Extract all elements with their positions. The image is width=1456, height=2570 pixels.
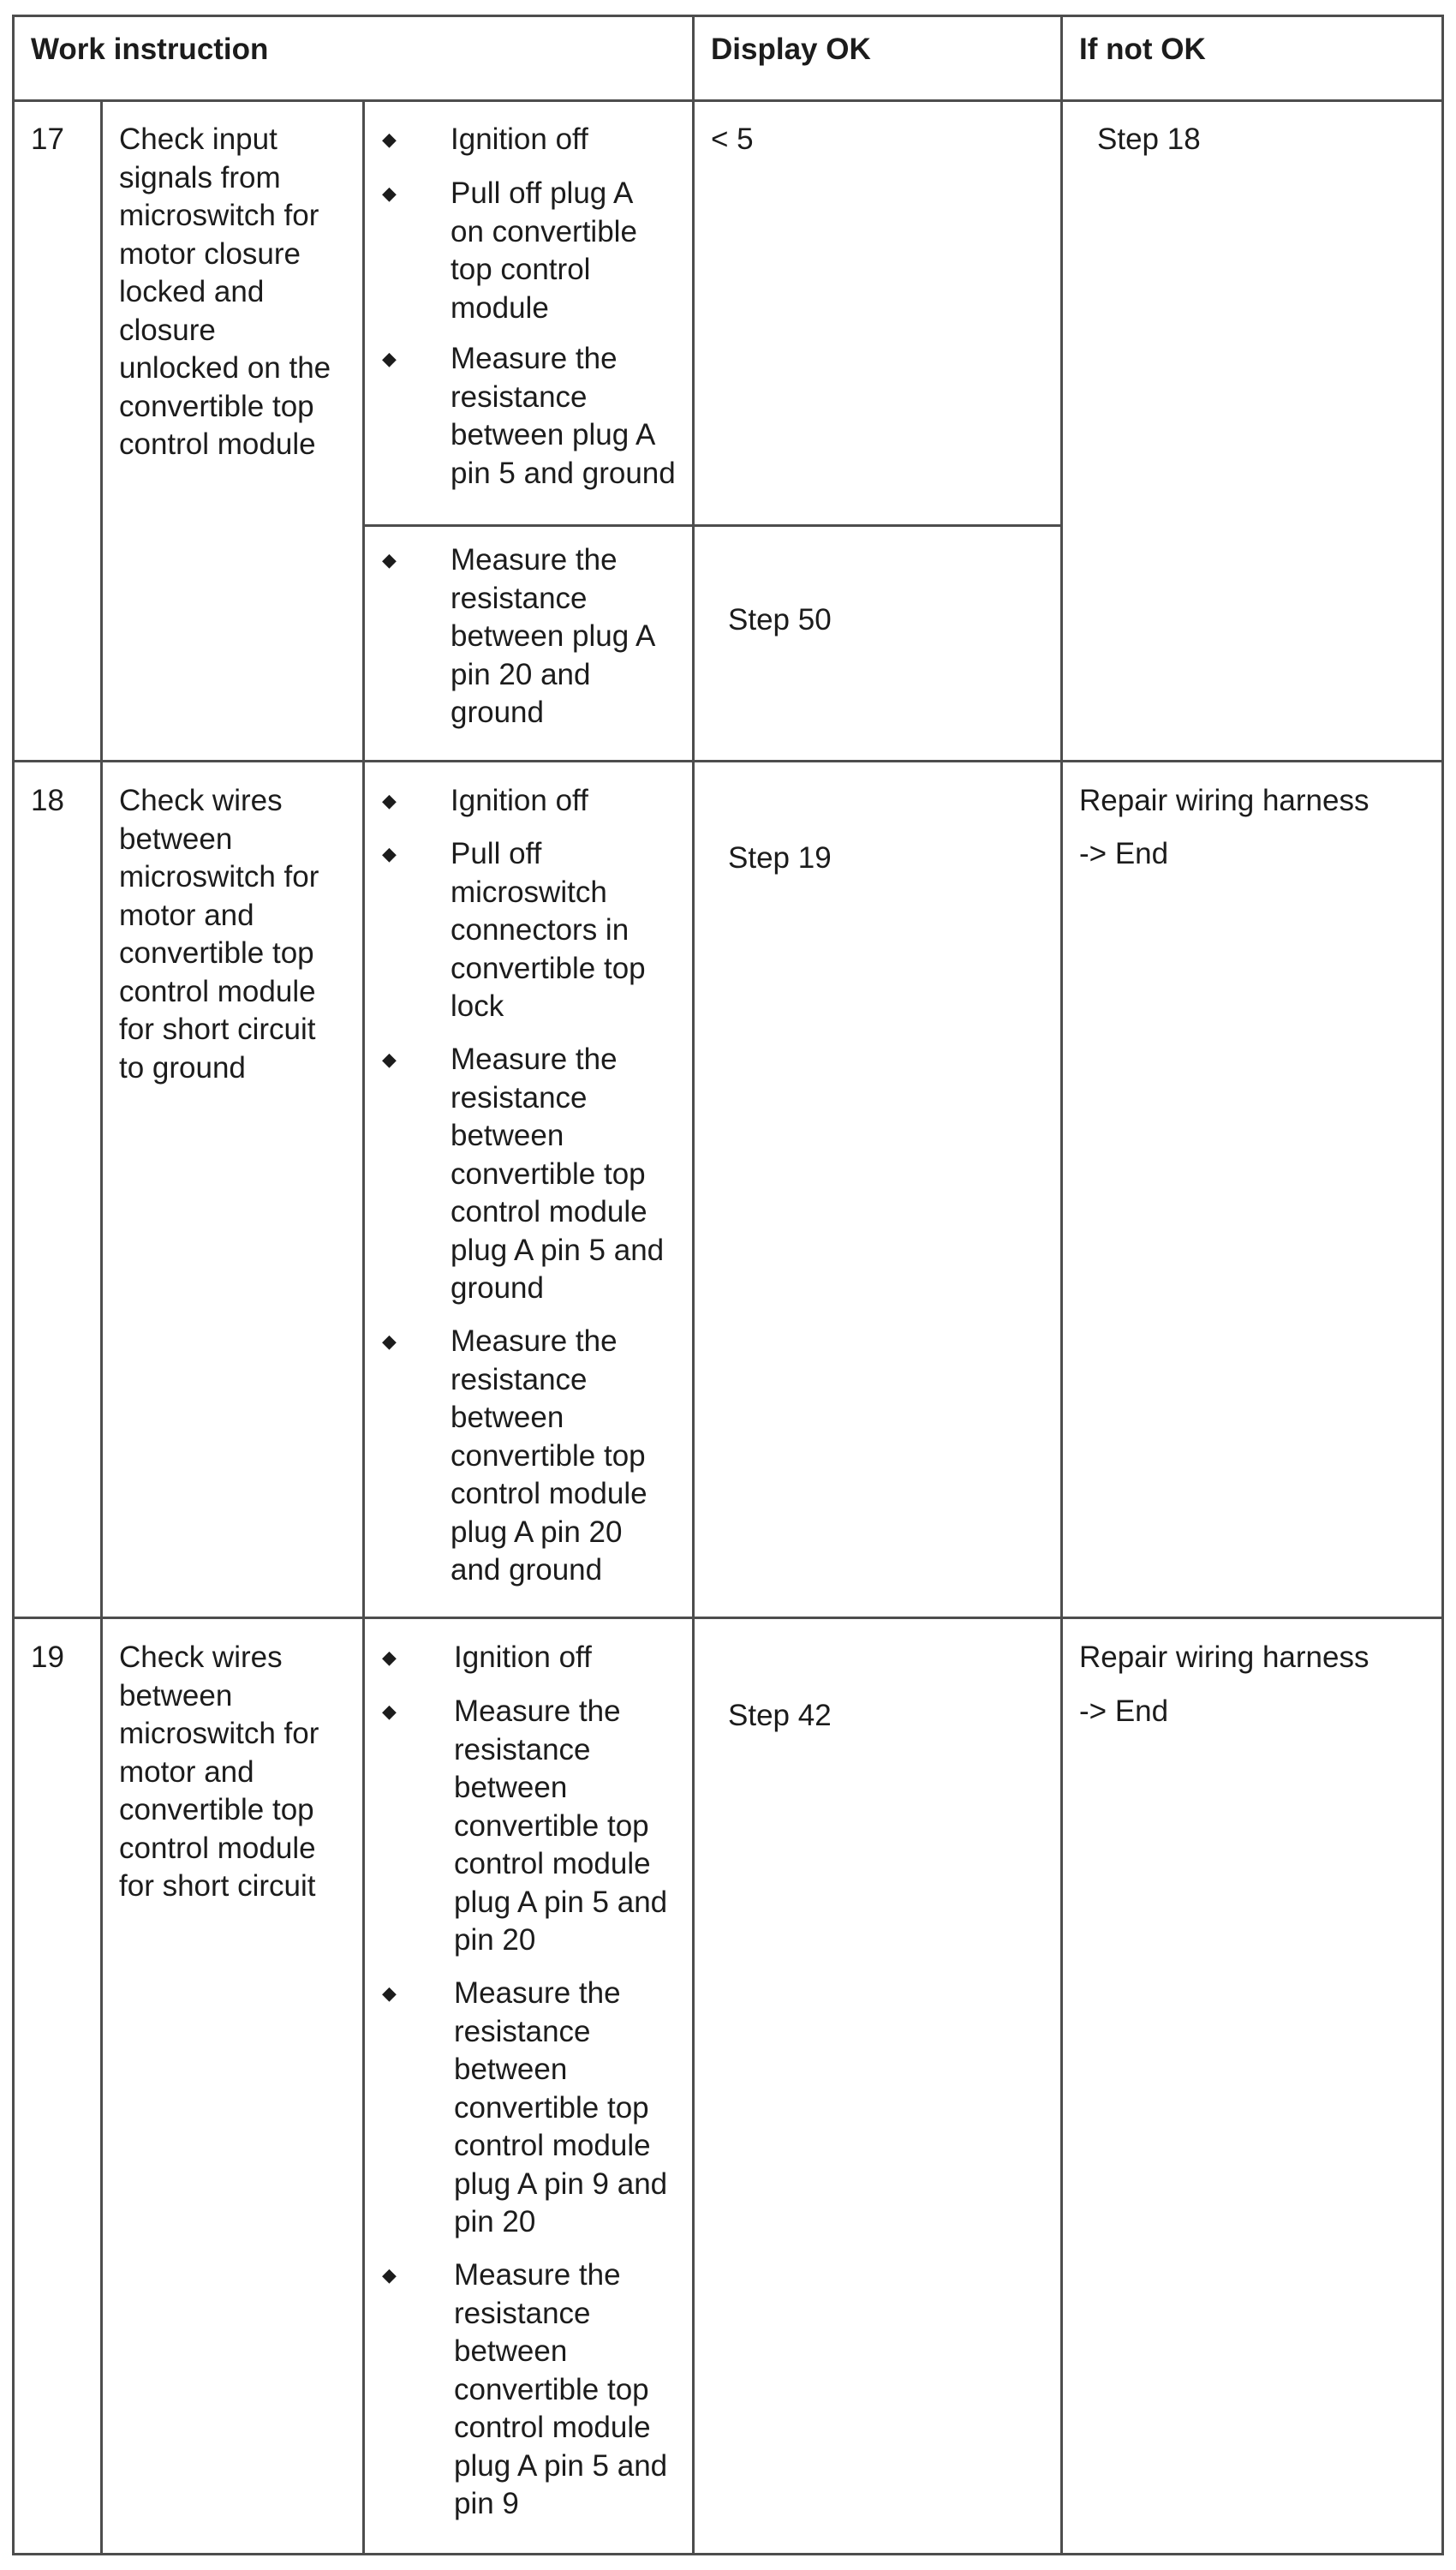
action-text: Measure the resistance between plug A pin 20 and ground	[451, 543, 656, 729]
action-text: Pull off plug A on convertible top control module	[451, 176, 637, 325]
header-display-ok: Display OK	[711, 33, 871, 66]
table-border-right	[1441, 15, 1444, 2555]
step-number: 17	[31, 123, 64, 156]
bullet-icon: ◆	[382, 182, 397, 204]
action-text: Ignition off	[451, 784, 588, 817]
display-col-divider	[692, 15, 695, 2555]
table-border-bottom	[12, 2553, 1443, 2555]
if-not-ok-value: Step 18	[1097, 123, 1201, 156]
if-not-ok-next: -> End	[1079, 1694, 1169, 1728]
desc-col-divider	[362, 99, 365, 2555]
ifnot-col-divider	[1060, 15, 1063, 2555]
header-divider	[12, 99, 1443, 102]
bullet-icon: ◆	[382, 1330, 397, 1352]
bullet-icon: ◆	[382, 1049, 397, 1070]
bullet-icon: ◆	[382, 348, 397, 369]
display-ok-value: Step 42	[728, 1699, 832, 1732]
row-divider-17-18	[12, 760, 1443, 762]
table-border-top	[12, 15, 1443, 17]
bullet-icon: ◆	[382, 843, 397, 864]
bullet-icon: ◆	[382, 790, 397, 811]
step-number: 19	[31, 1641, 64, 1674]
display-ok-value: < 5	[711, 123, 754, 156]
bullet-icon: ◆	[382, 1647, 397, 1668]
display-ok-value: Step 50	[728, 603, 832, 637]
action-text: Measure the resistance between convertible top control module plug A pin 9 and pin 20	[454, 1976, 668, 2238]
step-description: Check wires between microswitch for motor and convertible top control module for short circuit	[119, 1641, 319, 1903]
action-text: Ignition off	[454, 1641, 592, 1674]
if-not-ok-value: Repair wiring harness	[1079, 1641, 1369, 1674]
bullet-icon: ◆	[382, 549, 397, 571]
action-text: Measure the resistance between convertible top control module plug A pin 20 and ground	[451, 1324, 647, 1587]
action-text: Measure the resistance between convertible top control module plug A pin 5 and pin 20	[454, 1694, 668, 1957]
header-work-instruction: Work instruction	[31, 33, 269, 66]
row-divider-18-19	[12, 1617, 1443, 1619]
if-not-ok-next: -> End	[1079, 837, 1169, 870]
bullet-icon: ◆	[382, 1982, 397, 2004]
header-if-not-ok: If not OK	[1079, 33, 1206, 66]
action-text: Pull off microswitch connectors in convertible top lock	[451, 837, 646, 1023]
table-border-left	[12, 15, 15, 2555]
action-text: Measure the resistance between convertible top control module plug A pin 5 and ground	[451, 1043, 665, 1305]
step-number: 18	[31, 784, 64, 817]
action-text: Ignition off	[451, 123, 588, 156]
step-description: Check wires between microswitch for motor and convertible top control module for short circuit to ground	[119, 784, 319, 1085]
if-not-ok-value: Repair wiring harness	[1079, 784, 1369, 817]
step17-inner-divider	[362, 524, 1063, 527]
step-description: Check input signals from microswitch for motor closure locked and closure unlocked on the convertible top control module	[119, 123, 331, 461]
action-text: Measure the resistance between plug A pin 5 and ground	[451, 342, 676, 490]
bullet-icon: ◆	[382, 1700, 397, 1722]
bullet-icon: ◆	[382, 128, 397, 150]
bullet-icon: ◆	[382, 2264, 397, 2286]
step-col-divider	[100, 99, 103, 2555]
action-text: Measure the resistance between convertible top control module plug A pin 5 and pin 9	[454, 2258, 668, 2520]
display-ok-value: Step 19	[728, 841, 832, 875]
